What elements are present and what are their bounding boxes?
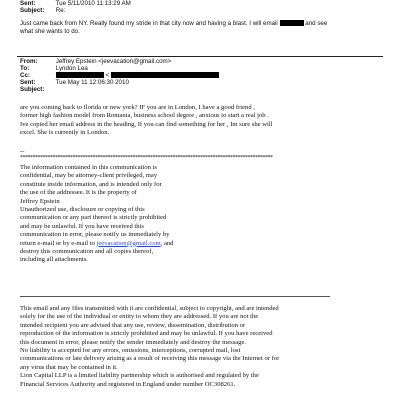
footer-line: Lion Capital LLP is a limited liability partnership which is authorised and regulated by the bbox=[20, 372, 259, 380]
header-divider bbox=[17, 56, 383, 57]
original-body-line: former high fashion model from Romania, business school degree , anxious to start a real job . bbox=[20, 112, 269, 120]
redaction-block bbox=[56, 72, 104, 78]
footer-line: solely for the use of the individual or entity to whom they are addressed. If you are not the bbox=[20, 313, 259, 321]
from-row bbox=[20, 58, 171, 65]
footer-line: Financial Services Authority and registered in England under number OC308261. bbox=[20, 380, 236, 388]
confidentiality-notice bbox=[20, 164, 220, 265]
cc-label: Cc: bbox=[20, 72, 30, 79]
cc-row bbox=[20, 72, 219, 79]
footer-divider bbox=[20, 296, 330, 297]
conf-line: the use of the addressee. It is the property of bbox=[20, 189, 137, 197]
reply-sent-label: Sent: bbox=[20, 0, 36, 7]
to-row bbox=[20, 65, 88, 72]
from-value: Jeffrey Epstein <jeevacation@gmail.com> bbox=[55, 58, 172, 65]
conf-line: including all attachments. bbox=[20, 256, 88, 264]
cc-value: < bbox=[105, 72, 110, 79]
sent-label: Sent: bbox=[20, 79, 36, 86]
footer-line: intended recipient you are advised that any use, review, dissemination, distribution or bbox=[20, 321, 246, 329]
original-body-line: are you coming back to florida or new york? IF you are in London, I have a good friend , bbox=[20, 104, 255, 111]
reply-subject-value: Re: bbox=[55, 7, 66, 14]
conf-line: The information contained in this communication is bbox=[20, 164, 157, 171]
conf-line: confidential, may be attorney-client privileged, may bbox=[20, 172, 158, 180]
footer-line: any virus that may be contained in it. bbox=[20, 363, 118, 371]
footer-line: No liability is accepted for any errors, omissions, interceptions, corrupted mail, lost bbox=[20, 347, 241, 355]
redaction-block bbox=[280, 20, 304, 26]
reply-subject-row bbox=[20, 7, 65, 14]
conf-line: Unauthorized use, disclosure or copying of this bbox=[20, 206, 145, 214]
footer-line: reproduction of the information is strictly prohibited and may be unlawful. If you have received bbox=[20, 330, 273, 338]
signature-dash: -- bbox=[20, 148, 25, 155]
email-link[interactable]: jeevacation@gmail.com bbox=[96, 239, 161, 247]
original-body-line: excel. She is currently in London. bbox=[20, 129, 110, 137]
asterisk-separator: ***************************************************************************************************** bbox=[20, 155, 273, 161]
reply-subject-label: Subject: bbox=[20, 7, 45, 14]
original-body bbox=[20, 104, 380, 138]
sent-value: Tue May 11 12:06:30 2010 bbox=[55, 79, 129, 86]
conf-line: communication in error, please notify us immediately by bbox=[20, 231, 170, 239]
reply-body-part1: Just came back from NY. Really found my stride in that city now and having a blast. I will email bbox=[20, 20, 278, 27]
conf-return-line bbox=[20, 240, 220, 248]
conf-line: and may be unlawful. If you have received this bbox=[20, 222, 144, 230]
to-label: To: bbox=[20, 65, 30, 72]
conf-line: communication or any part thereof is strictly prohibited bbox=[20, 214, 167, 222]
reply-body-line2: what she wants to do. bbox=[20, 27, 80, 35]
redaction-block bbox=[111, 72, 219, 78]
conf-line: constitute inside information, and is intended only for bbox=[20, 180, 162, 188]
reply-body-part2: and see bbox=[305, 20, 328, 27]
conf-line: destroy this communication and all copies thereof, bbox=[20, 248, 154, 256]
reply-sent-row bbox=[20, 0, 131, 7]
return-prefix: return e-mail or by e-mail to bbox=[20, 239, 97, 247]
to-value: Lyndon Lea bbox=[55, 65, 88, 72]
conf-line: Jeffrey Epstein bbox=[20, 197, 60, 205]
subject-label: Subject: bbox=[20, 86, 45, 93]
subject-row bbox=[20, 86, 54, 93]
original-body-line: Ive copied her email address in the heading, If you can find something for her , Im sure she will bbox=[20, 120, 273, 128]
footer-line: communications or late delivery arising as a result of receiving this message via the Internet or for bbox=[20, 355, 280, 363]
reply-sent-value: Tue 5/11/2010 11:13:29 AM bbox=[55, 0, 131, 7]
footer-line: this document in error, please notify the sender immediately and destroy the message. bbox=[20, 338, 247, 346]
return-suffix: , and bbox=[160, 239, 174, 247]
footer-line: This email and any files transmitted with it are confidential, subject to copyright, and are intended bbox=[20, 305, 279, 312]
footer-disclaimer bbox=[20, 305, 380, 389]
sent-row bbox=[20, 79, 129, 86]
from-label: From: bbox=[20, 58, 38, 65]
reply-body bbox=[20, 20, 370, 35]
